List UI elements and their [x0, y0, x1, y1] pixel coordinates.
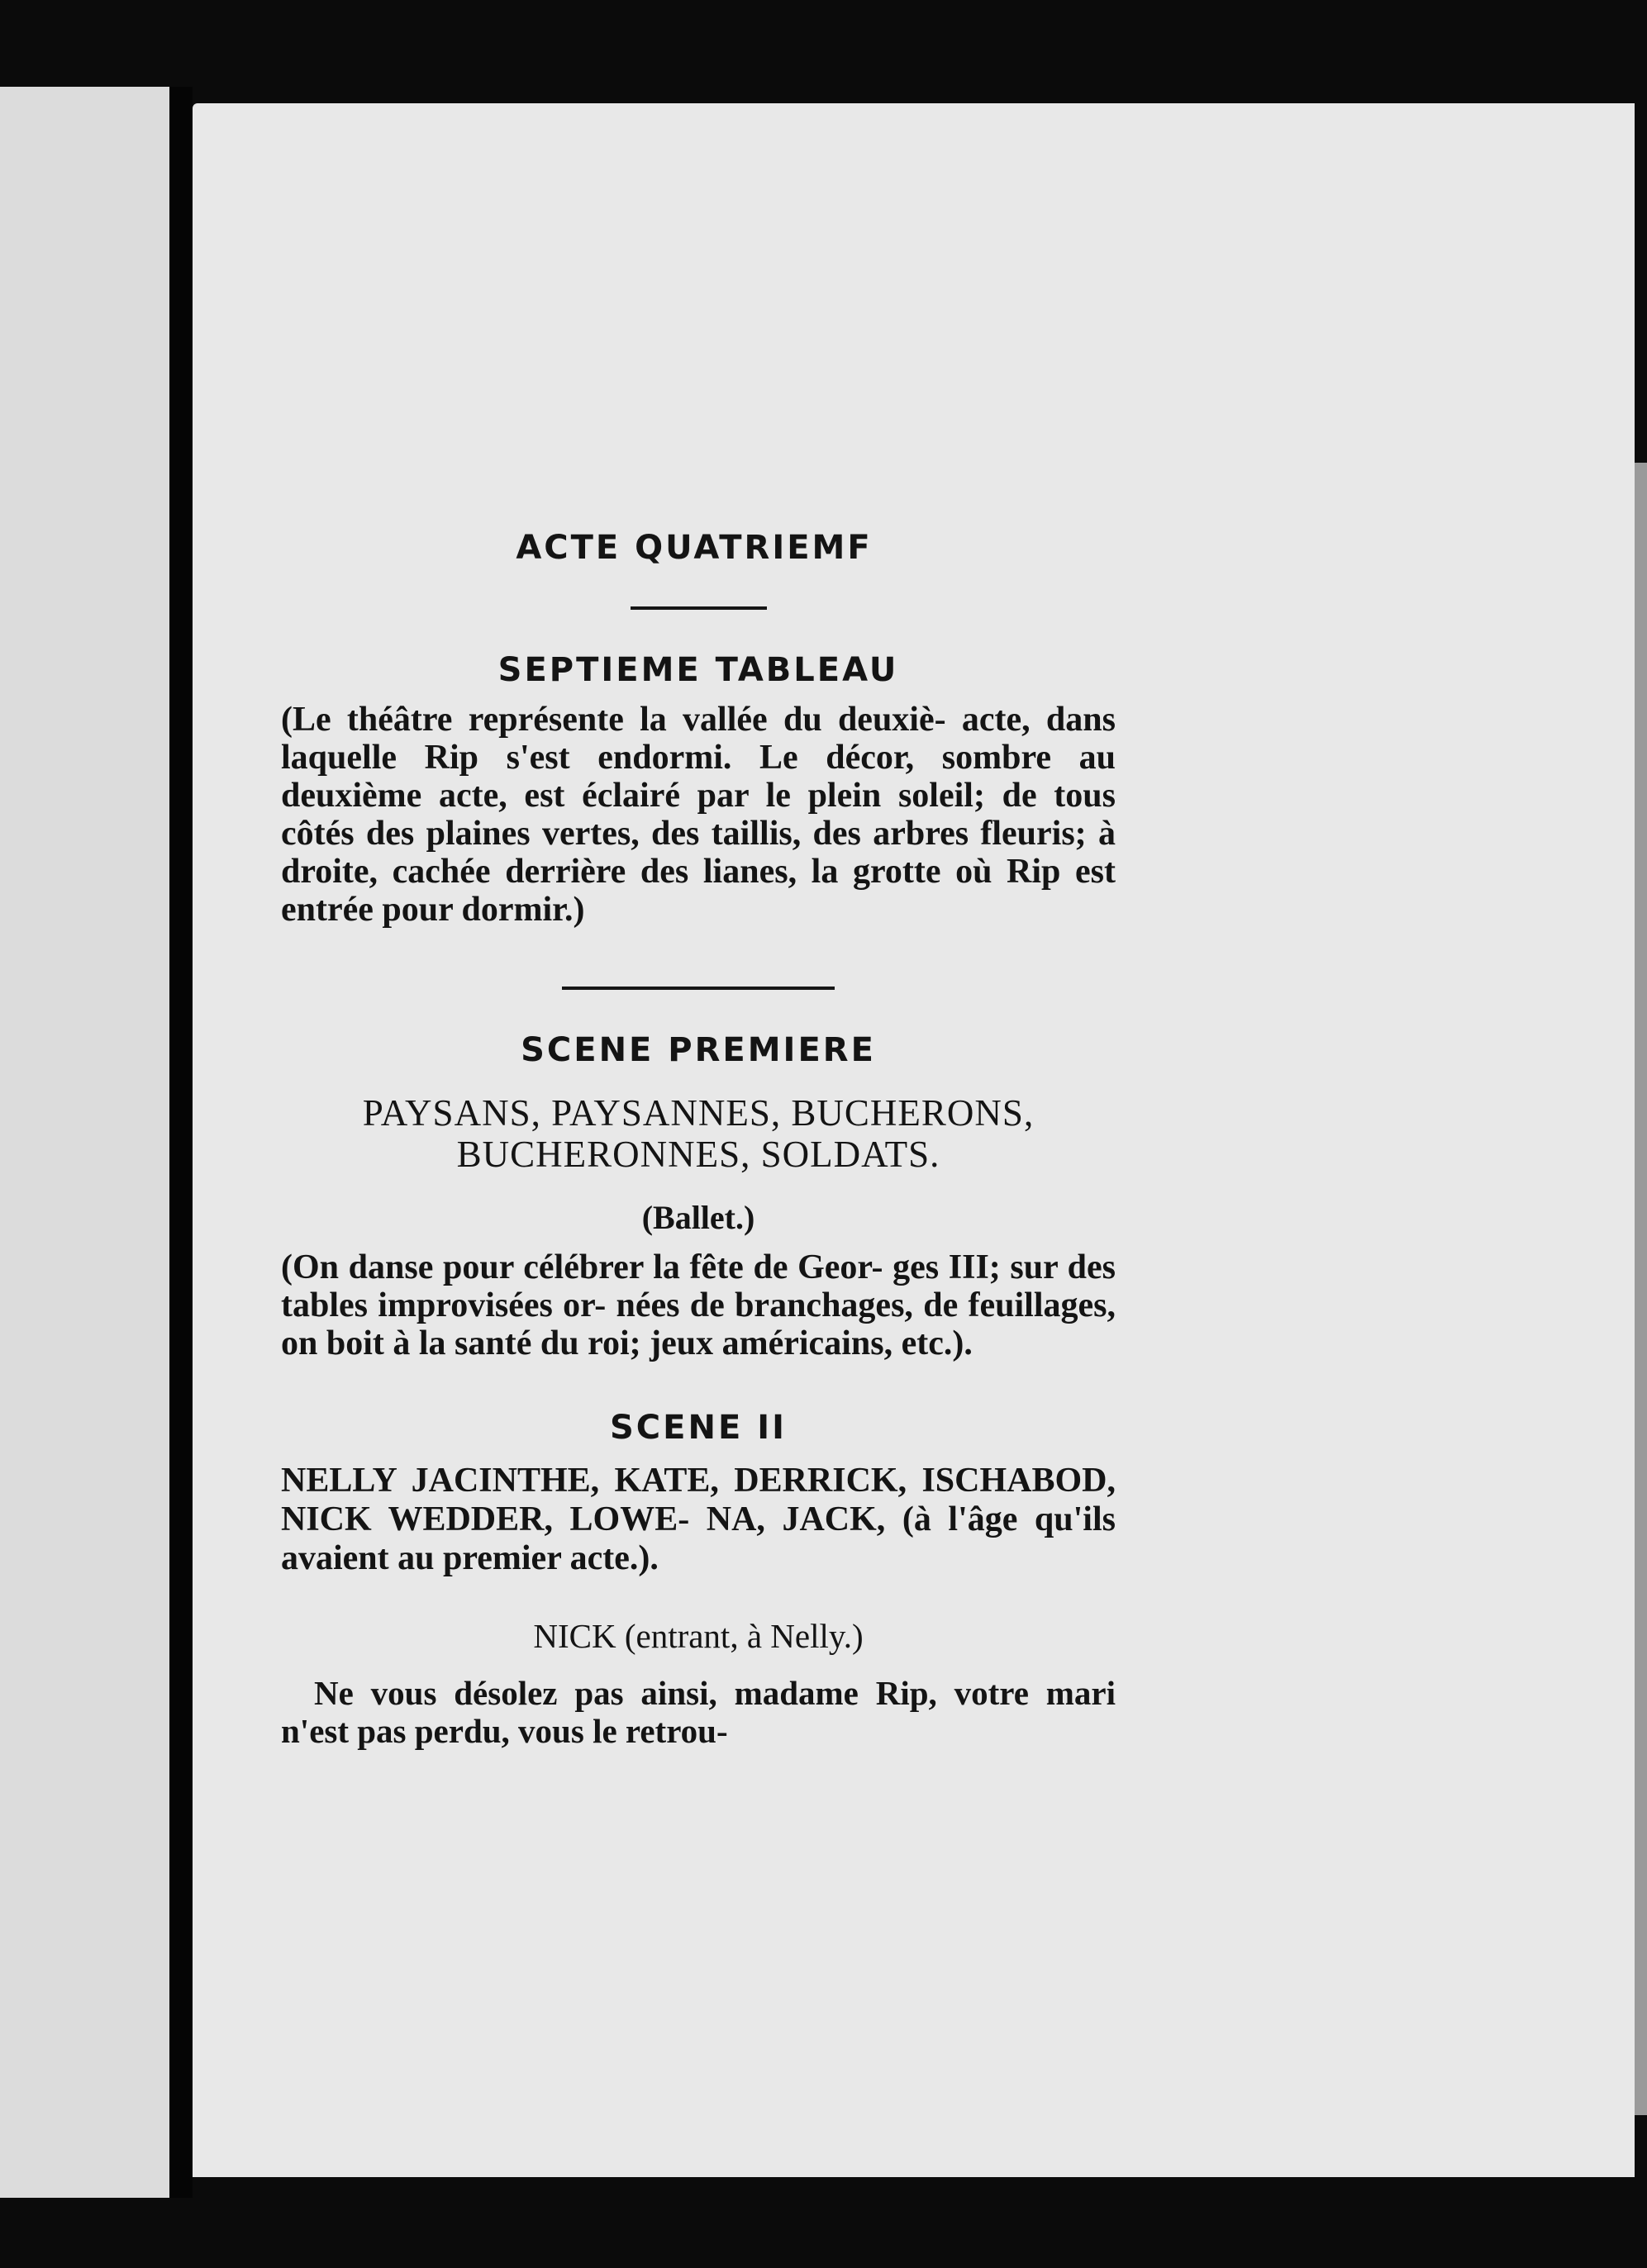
book-binding	[169, 87, 193, 2198]
scene-premiere-heading: SCENE PREMIERE	[521, 1031, 876, 1069]
speaker-name: NICK	[533, 1617, 616, 1655]
scene-two-heading: SCENE II	[610, 1409, 787, 1447]
tableau-heading: SEPTIEME TABLEAU	[497, 651, 899, 689]
short-rule	[631, 606, 767, 610]
left-page-edge	[0, 87, 169, 2198]
scene-two-characters: NELLY JACINTHE, KATE, DERRICK, ISCHABOD, NICK WEDDER, LOWE- NA, JACK, (à l'âge qu'ils avaient au premier acte.).	[281, 1462, 1116, 1577]
section-rule	[562, 987, 835, 990]
right-page-edge	[1635, 463, 1647, 2115]
act-heading: ACTE QUATRIEMF	[516, 529, 873, 567]
page-content	[281, 529, 1116, 1750]
characters-line-1: PAYSANS, PAYSANNES, BUCHERONS,	[362, 1092, 1035, 1134]
characters-line-2: BUCHERONNES, SOLDATS.	[456, 1134, 940, 1175]
speech-text: Ne vous désolez pas ainsi, madame Rip, votre mari n'est pas perdu, vous le retrou-	[281, 1674, 1116, 1750]
scene-premiere-characters	[281, 1092, 1116, 1175]
ballet-note: (Ballet.)	[641, 1199, 755, 1236]
speaker-line	[281, 1616, 1116, 1656]
speaker-direction: (entrant, à Nelly.)	[624, 1617, 864, 1655]
tableau-description: (Le théâtre représente la vallée du deuxiè- acte, dans laquelle Rip s'est endormi. Le décor, sombre au deuxième acte, est éclairé par le plein soleil; de tous côtés des plaines vertes, des taillis, des arbres fleuris; à droite, cachée derrière des lianes, la grotte où Rip est entrée pour dormir.)	[281, 701, 1116, 929]
scene-premiere-direction: (On danse pour célébrer la fête de Geor- ges III; sur des tables improvisées or- nées de branchages, de feuillages, on boit à la santé du roi; jeux américains, etc.).	[281, 1248, 1116, 1362]
